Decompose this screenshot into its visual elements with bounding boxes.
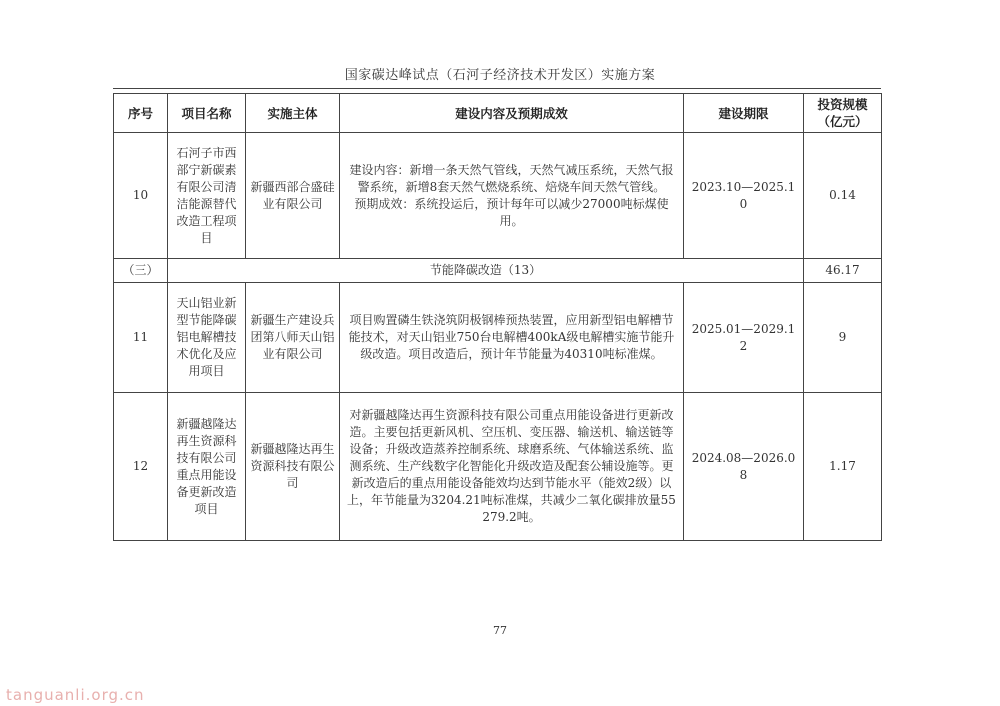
table-row [114,393,882,541]
row-investment: 1.17 [804,393,882,541]
row-project-name: 新疆越隆达再生资源科技有限公司重点用能设备更新改造项目 [168,393,246,541]
section-investment: 46.17 [804,259,882,283]
row-project-name: 石河子市西部宁新碳素有限公司清洁能源替代改造工程项目 [168,133,246,259]
row-content: 对新疆越隆达再生资源科技有限公司重点用能设备进行更新改造。主要包括更新风机、空压机、变压器、输送机、输送链等设备；升级改造蒸养控制系统、球磨系统、气体输送系统、监测系统、生产线数字化智能化升级改造及配套公辅设施等。更新改造后的重点用能设备能效均达到节能水平（能效2级）以上，年节能量为3204.21吨标准煤，共减少二氧化碳排放量55279.2吨。 [340,393,684,541]
row-content: 项目购置磷生铁浇筑阴极钢棒预热装置，应用新型铝电解槽节能技术，对天山铝业750台电解槽400kA级电解槽实施节能升级改造。项目改造后，预计年节能量为40310吨标准煤。 [340,283,684,393]
row-no: 11 [114,283,168,393]
row-content-outcome: 预期成效：系统投运后，预计每年可以减少27000吨标煤使用。 [354,196,669,228]
row-period: 2025.01—2029.12 [684,283,804,393]
section-label: 节能降碳改造（13） [168,259,804,283]
col-header-entity: 实施主体 [246,94,340,133]
section-no: （三） [114,259,168,283]
col-header-name: 项目名称 [168,94,246,133]
page-header-title: 国家碳达峰试点（石河子经济技术开发区）实施方案 [344,68,656,83]
row-no: 12 [114,393,168,541]
row-investment: 9 [804,283,882,393]
table-header-row [114,94,882,133]
page-number: 77 [493,624,507,637]
row-content-construction: 建设内容：新增一条天然气管线，天然气减压系统，天然气报警系统，新增8套天然气燃烧系统、焙烧车间天然气管线。 [349,162,674,194]
row-period: 2023.10—2025.10 [684,133,804,259]
col-header-period: 建设期限 [684,94,804,133]
project-table [113,93,882,541]
row-entity: 新疆生产建设兵团第八师天山铝业有限公司 [246,283,340,393]
site-watermark: tanguanli.org.cn [6,686,145,704]
row-entity: 新疆越隆达再生资源科技有限公司 [246,393,340,541]
col-header-no: 序号 [114,94,168,133]
col-header-content: 建设内容及预期成效 [340,94,684,133]
row-no: 10 [114,133,168,259]
header-divider [113,88,881,89]
row-investment: 0.14 [804,133,882,259]
table-row [114,283,882,393]
row-content [340,133,684,259]
row-project-name: 天山铝业新型节能降碳铝电解槽技术优化及应用项目 [168,283,246,393]
row-period: 2024.08—2026.08 [684,393,804,541]
table-row [114,133,882,259]
row-entity: 新疆西部合盛硅业有限公司 [246,133,340,259]
section-row [114,259,882,283]
col-header-investment: 投资规模（亿元） [804,94,882,133]
